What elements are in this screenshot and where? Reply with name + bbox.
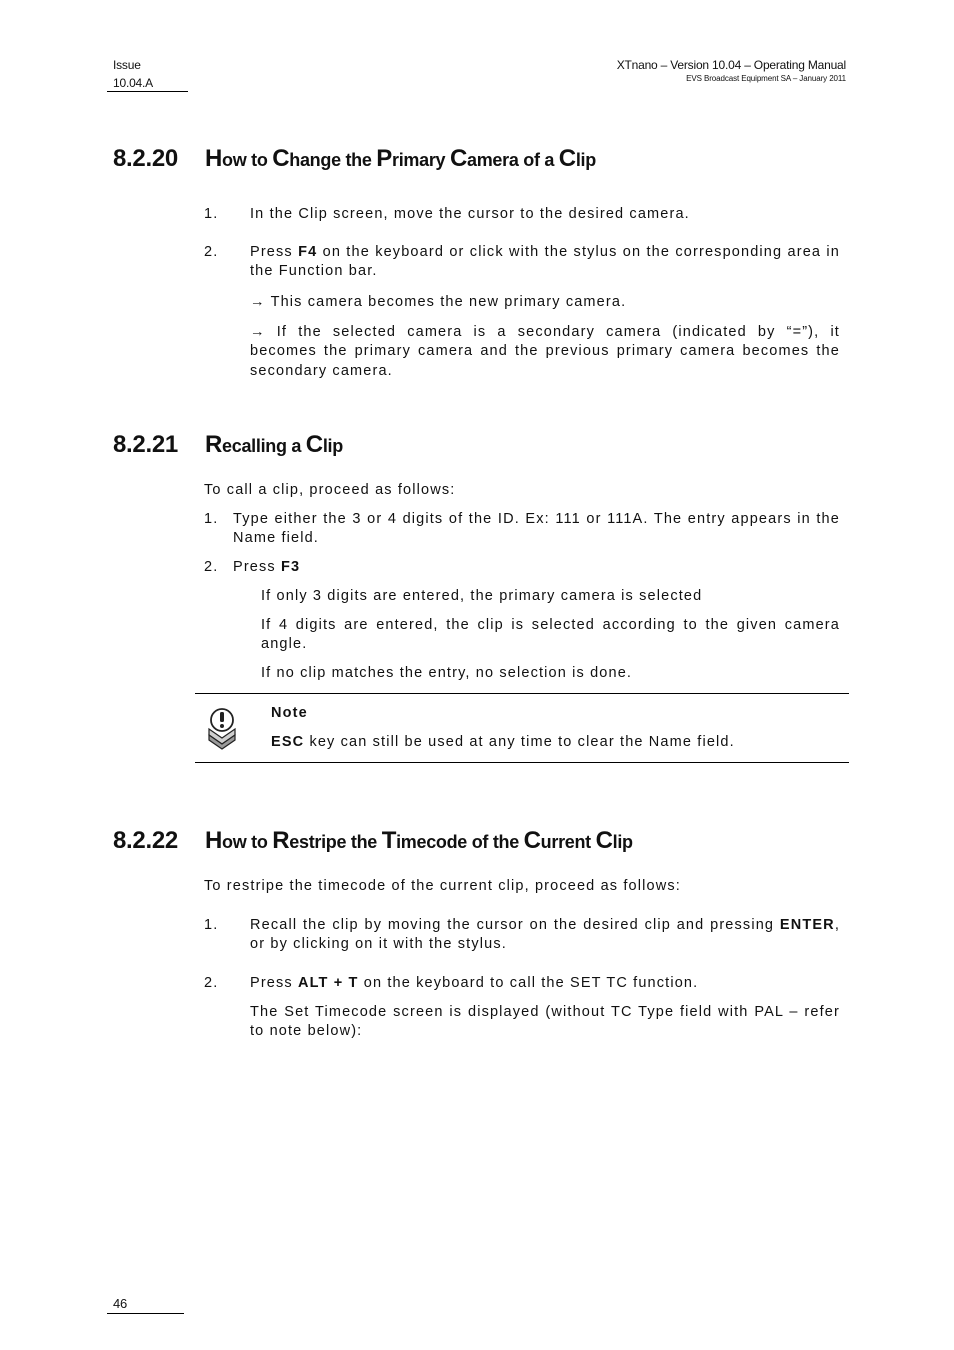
sub-text: If no clip matches the entry, no selection is done. (261, 665, 633, 681)
intro-text: To restripe the timecode of the current clip, proceed as follows: (204, 878, 681, 894)
key-name: F3 (281, 559, 301, 575)
result-text: → This camera becomes the new primary camera. (250, 294, 627, 310)
note-warning-icon (203, 705, 241, 753)
step-number: 2. (204, 559, 219, 575)
step-text: In the Clip screen, move the cursor to the desired camera. (250, 206, 690, 222)
step-number: 1. (204, 511, 219, 527)
section-number: 8.2.22 (113, 827, 178, 854)
section-heading-8-2-21 (113, 431, 343, 460)
header-rule (107, 91, 188, 92)
section-heading-8-2-20 (113, 145, 596, 174)
section-title: Recalling a Clip (205, 431, 343, 458)
note-title: Note (271, 705, 308, 721)
step-number: 1. (204, 917, 219, 933)
section-number: 8.2.21 (113, 431, 178, 458)
note-text: ESC key can still be used at any time to clear the Name field. (271, 734, 735, 750)
arrow-icon: → (250, 324, 266, 340)
section-number: 8.2.20 (113, 145, 178, 172)
note-top-rule (195, 693, 849, 694)
section-title: How to Change the Primary Camera of a Clip (205, 145, 596, 172)
step-text: Press F3 (233, 559, 301, 575)
issue-number: 10.04.A (113, 76, 153, 90)
manual-title: XTnano – Version 10.04 – Operating Manual (616, 58, 846, 72)
publisher: EVS Broadcast Equipment SA – January 2011 (686, 74, 846, 83)
step-detail: The Set Timecode screen is displayed (without TC Type field with PAL – refer to note below): (250, 1004, 840, 1040)
step-text: Type either the 3 or 4 digits of the ID. Ex: 111 or 111A. The entry appears in the Name field. (233, 511, 840, 547)
note-bottom-rule (195, 762, 849, 763)
footer-rule (107, 1313, 184, 1314)
step-text: Press ALT + T on the keyboard to call the SET TC function. (250, 975, 699, 991)
sub-text: If 4 digits are entered, the clip is selected according to the given camera angle. (261, 617, 840, 653)
section-heading-8-2-22 (113, 827, 633, 856)
page-number: 46 (113, 1296, 128, 1311)
step-number: 2. (204, 244, 219, 260)
arrow-icon: → (250, 294, 266, 310)
result-text: → If the selected camera is a secondary camera (indicated by “=”), it becomes the primary camera and the previous primary camera becomes the secondary camera. (250, 324, 840, 379)
step-text: Recall the clip by moving the cursor on the desired clip and pressing ENTER, or by clicking on it with the stylus. (250, 917, 840, 953)
issue-label: Issue (113, 58, 141, 72)
key-name: F4 (298, 244, 318, 260)
key-name: ENTER (779, 917, 835, 933)
step-number: 1. (204, 206, 219, 222)
key-name: ALT + T (298, 975, 359, 991)
key-name: ESC (271, 734, 305, 750)
step-text: Press F4 on the keyboard or click with the stylus on the corresponding area in the Function bar. (250, 244, 840, 280)
sub-text: If only 3 digits are entered, the primary camera is selected (261, 588, 703, 604)
step-number: 2. (204, 975, 219, 991)
section-title: How to Restripe the Timecode of the Current Clip (205, 827, 633, 854)
intro-text: To call a clip, proceed as follows: (204, 482, 456, 498)
